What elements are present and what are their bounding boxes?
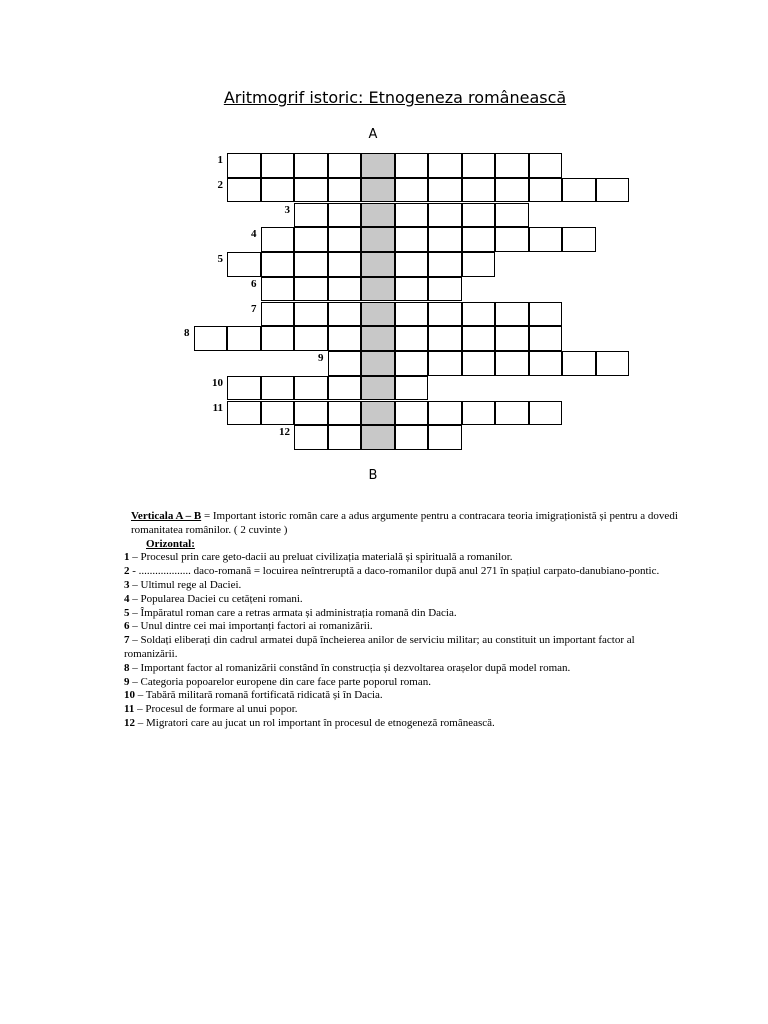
grid-cell: [529, 302, 563, 327]
grid-cell: [261, 376, 295, 401]
grid-cell: [328, 227, 362, 252]
clue-number: 5: [124, 606, 130, 619]
key-cell: [361, 227, 395, 252]
grid-cell: [294, 203, 328, 228]
grid-cell: [294, 326, 328, 351]
clue-item: [84, 593, 684, 607]
grid-cell: [227, 153, 261, 178]
grid-cell: [395, 227, 429, 252]
clue-number: 4: [124, 592, 130, 605]
clue-text: – Împăratul roman care a retras armata și administrația romană din Dacia.: [129, 606, 457, 619]
grid-cell: [261, 178, 295, 203]
grid-cell: [596, 351, 630, 376]
horizontal-heading: Orizontal:: [146, 537, 195, 550]
clue-number: 2: [124, 565, 130, 578]
clue-text: – Migratori care au jucat un rol important în procesul de etnogeneză românească.: [135, 716, 495, 729]
key-cell: [361, 401, 395, 426]
grid-cell: [294, 425, 328, 450]
grid-cell: [328, 277, 362, 302]
row-number: 1: [217, 154, 223, 166]
grid-cell: [294, 277, 328, 302]
grid-cell: [428, 227, 462, 252]
clue-item: [84, 717, 684, 731]
grid-cell: [462, 401, 496, 426]
row-number: 12: [279, 426, 290, 439]
clue-item: [84, 703, 684, 717]
grid-cell: [261, 277, 295, 302]
grid-cell: [428, 351, 462, 376]
row-number: 2: [217, 178, 223, 191]
clue-text: – Unul dintre cei mai importanți factori ai romanizării.: [129, 620, 373, 633]
grid-cell: [462, 227, 496, 252]
grid-cell: [529, 351, 563, 376]
clue-number: 11: [124, 703, 135, 716]
grid-cell: [294, 376, 328, 401]
clue-number: 8: [124, 661, 130, 674]
clue-number: 10: [124, 689, 135, 702]
grid-cell: [428, 178, 462, 203]
grid-cell: [328, 178, 362, 203]
clue-item: [84, 676, 684, 690]
key-cell: [361, 252, 395, 277]
key-cell: [361, 376, 395, 401]
row-number: 8: [184, 327, 190, 340]
clues-section: [84, 510, 684, 731]
key-cell: [361, 326, 395, 351]
clue-text: – Important factor al romanizării constând în construcția și dezvoltarea orașelor după model roman.: [129, 661, 571, 674]
grid-cell: [395, 203, 429, 228]
clue-item: [84, 565, 684, 579]
clue-item: [84, 579, 684, 593]
grid-cell: [495, 153, 529, 178]
row-number: 6: [251, 277, 257, 290]
clue-text: – Tabără militară romană fortificată ridicată și în Dacia.: [135, 689, 383, 702]
clue-number: 12: [124, 716, 135, 729]
row-number: 11: [212, 401, 223, 414]
grid-cell: [328, 425, 362, 450]
vertical-heading: Verticala A – B: [131, 510, 202, 522]
column-label-bottom: B: [368, 468, 378, 483]
grid-cell: [227, 252, 261, 277]
clue-item: [84, 634, 684, 662]
clue-number: 9: [124, 675, 130, 688]
grid-cell: [395, 252, 429, 277]
clue-number: 3: [124, 578, 130, 591]
clue-text: – Categoria popoarelor europene din care face parte poporul roman.: [129, 675, 431, 688]
clue-text: – Procesul de formare al unui popor.: [134, 703, 298, 716]
row-number: 4: [251, 228, 257, 241]
grid-cell: [428, 425, 462, 450]
grid-cell: [428, 326, 462, 351]
clue-number: 6: [124, 620, 130, 633]
grid-cell: [462, 252, 496, 277]
key-cell: [361, 425, 395, 450]
clue-item: [84, 551, 684, 565]
grid-cell: [294, 252, 328, 277]
grid-cell: [395, 302, 429, 327]
grid-cell: [328, 401, 362, 426]
row-number: 10: [212, 376, 223, 389]
clue-item: [84, 689, 684, 703]
grid-cell: [562, 227, 596, 252]
grid-cell: [194, 326, 228, 351]
grid-cell: [227, 178, 261, 203]
clue-text: – Procesul prin care geto-dacii au preluat civilizația materială și spirituală a romanilor.: [129, 551, 513, 564]
clue-text: – Popularea Daciei cu cetățeni romani.: [129, 592, 303, 605]
grid-cell: [428, 203, 462, 228]
grid-cell: [462, 153, 496, 178]
grid-cell: [529, 326, 563, 351]
grid-cell: [529, 178, 563, 203]
grid-cell: [395, 425, 429, 450]
grid-cell: [428, 252, 462, 277]
grid-cell: [428, 401, 462, 426]
grid-cell: [261, 401, 295, 426]
grid-cell: [328, 252, 362, 277]
key-cell: [361, 153, 395, 178]
grid-cell: [261, 227, 295, 252]
grid-cell: [395, 351, 429, 376]
grid-cell: [529, 227, 563, 252]
grid-cell: [495, 326, 529, 351]
grid-cell: [227, 326, 261, 351]
clue-number: 7: [124, 634, 130, 647]
key-cell: [361, 203, 395, 228]
row-number: 9: [318, 352, 324, 364]
grid-cell: [495, 302, 529, 327]
clue-text: – Soldați eliberați din cadrul armatei după încheierea anilor de serviciu militar; au constituit un important factor al romanizării.: [124, 634, 635, 660]
clue-text: – Ultimul rege al Daciei.: [129, 578, 242, 591]
clue-item: [84, 620, 684, 634]
grid-cell: [261, 252, 295, 277]
grid-cell: [428, 302, 462, 327]
key-cell: [361, 351, 395, 376]
grid-cell: [529, 153, 563, 178]
grid-cell: [294, 227, 328, 252]
row-number: 7: [251, 302, 257, 315]
horizontal-clue-list: [84, 551, 684, 730]
grid-cell: [227, 401, 261, 426]
grid-cell: [395, 153, 429, 178]
grid-cell: [261, 153, 295, 178]
grid-cell: [227, 376, 261, 401]
column-label-top: A: [368, 127, 378, 142]
grid-cell: [596, 178, 630, 203]
page-title: Aritmogrif istoric: Etnogeneza românească: [223, 88, 567, 107]
grid-cell: [294, 153, 328, 178]
grid-cell: [261, 326, 295, 351]
grid-cell: [462, 178, 496, 203]
grid-cell: [395, 178, 429, 203]
grid-cell: [328, 351, 362, 376]
grid-cell: [395, 277, 429, 302]
grid-cell: [328, 203, 362, 228]
grid-cell: [328, 376, 362, 401]
key-cell: [361, 178, 395, 203]
grid-cell: [428, 277, 462, 302]
grid-cell: [462, 203, 496, 228]
grid-cell: [328, 302, 362, 327]
grid-cell: [395, 376, 429, 401]
grid-cell: [495, 203, 529, 228]
grid-cell: [395, 401, 429, 426]
grid-cell: [428, 153, 462, 178]
grid-cell: [294, 302, 328, 327]
vertical-clue: [84, 510, 684, 538]
grid-cell: [462, 302, 496, 327]
grid-cell: [495, 351, 529, 376]
grid-cell: [294, 178, 328, 203]
grid-cell: [294, 401, 328, 426]
grid-cell: [495, 227, 529, 252]
row-number: 5: [217, 253, 223, 265]
key-cell: [361, 302, 395, 327]
clue-item: [84, 607, 684, 621]
vertical-clue-text: = Important istoric român care a adus argumente pentru a contracara teoria imigraționistă și pentru a dovedi romanitatea românilor. ( 2 cuvinte ): [131, 510, 678, 536]
grid-cell: [261, 302, 295, 327]
grid-cell: [529, 401, 563, 426]
key-cell: [361, 277, 395, 302]
grid-cell: [495, 178, 529, 203]
clue-number: 1: [124, 551, 130, 564]
grid-cell: [562, 178, 596, 203]
grid-cell: [328, 326, 362, 351]
grid-cell: [462, 351, 496, 376]
grid-cell: [495, 401, 529, 426]
row-number: 3: [284, 203, 290, 216]
clue-text: - ................... daco-romană = locuirea neîntreruptă a daco-romanilor după anul 271 în spațiul carpato-danubiano-pontic.: [129, 565, 660, 578]
grid-cell: [562, 351, 596, 376]
grid-cell: [395, 326, 429, 351]
clue-item: [84, 662, 684, 676]
grid-cell: [328, 153, 362, 178]
grid-cell: [462, 326, 496, 351]
